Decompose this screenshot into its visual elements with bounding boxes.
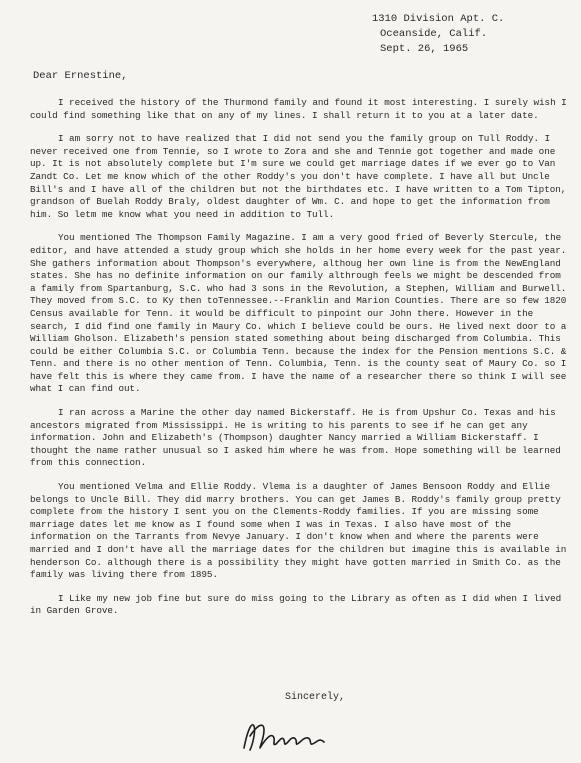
sender-address [372,12,504,57]
salutation: Dear Ernestine, [33,70,128,82]
paragraph-thompson-magazine: You mentioned The Thompson Family Magazine. I am a very good fried of Beverly Stercule, the editor, and have attended a study group which she holds in her home every week for the past year. She gathers information about Thompson's everywhere, althoug her own line is from the NewEngland states. She has no definite information on our family althrough feels we might be descended from a family from Spartanburg, S.C. who had 3 sons in the Revolution, a Stephen, William and Burwell. They moved from S.C. to Ky then toTennessee.--Franklin and Marion Counties. There are so few 1820 Census available for Tenn. it would be difficult to pinpoint our John there. However in the search, I did find one family in Maury Co. which I believe could be ours. He lived next door to a William Gholson. Elizabeth's pension stated something about being discharged from Columbia. This could be either Columbia S.C. or Columbia Tenn. because the index for the Pension mentions S.C. & Tenn. and there is no other mention of Tenn. Columbia, Tenn. is the county seat of Maury Co. so I have felt this is where they came from. I have the name of a researcher there so think I will see what I can find out. [30,232,567,395]
closing: Sincerely, [285,692,346,703]
paragraph-tull-roddy: I am sorry not to have realized that I did not send you the family group on Tull Roddy. I never received one from Tennie, so I wrote to Zora and she and Tennie got together and made one up. It is not absolutely complete but I'm sure we could get marriage dates if we ever go to Van Zandt Co. Let me know which of the other Roddy's you don't have complete. I have all but Uncle Bill's and I have all of the children but not the birthdates etc. I have written to a Tom Tipton, grandson of Buelah Roddy Braly, oldest daughter of Wm. C. and hope to get the information from him. So letm me know what you need in addition to Tull. [30,133,567,220]
paragraph-new-job: I Like my new job fine but sure do miss going to the Library as often as I did when I lived in Garden Grove. [30,592,562,617]
paragraph-thurmond-history: I received the history of the Thurmond family and found it most interesting. I surely wish I could find something like that on any of my lines. I shall return it to you at a later date. [30,97,567,121]
paragraph-velma-ellie-roddy: You mentioned Velma and Ellie Roddy. Vlema is a daughter of James Bensoon Roddy and Ellie belongs to Uncle Bill. They did marry brothers. You can get James B. Roddy's family group pretty complete from the history I sent you on the Clements-Roddy families. If you are missing some marriage dates let me know as I found some when I was in Texas. I also have most of the information on the Tarrants from Nevye January. I don't know when and where the parents were married and I don't have all the marriage dates for the children but imagine this is available in henderson Co. although there is a possibility they might have gotten married in Smith Co. as the family was living there from 1895. [30,481,567,581]
paragraph-bickerstaff: I ran across a Marine the other day named Bickerstaff. He is from Upshur Co. Texas and his ancestors migrated from Mississippi. He is writing to his parents to see if he can get any information. John and Elizabeth's (Thompson) daughter Nancy married a William Bickerstaff. I thought the name rather unusual so I asked him where he was from. Hope something will be learned from this connection. [30,407,561,469]
address-line-city: Oceanside, Calif. [380,28,488,40]
address-line-street: 1310 Division Apt. C. [372,13,505,25]
letter-body [30,97,570,629]
handwritten-signature [238,718,328,758]
letter-date: Sept. 26, 1965 [380,43,469,55]
